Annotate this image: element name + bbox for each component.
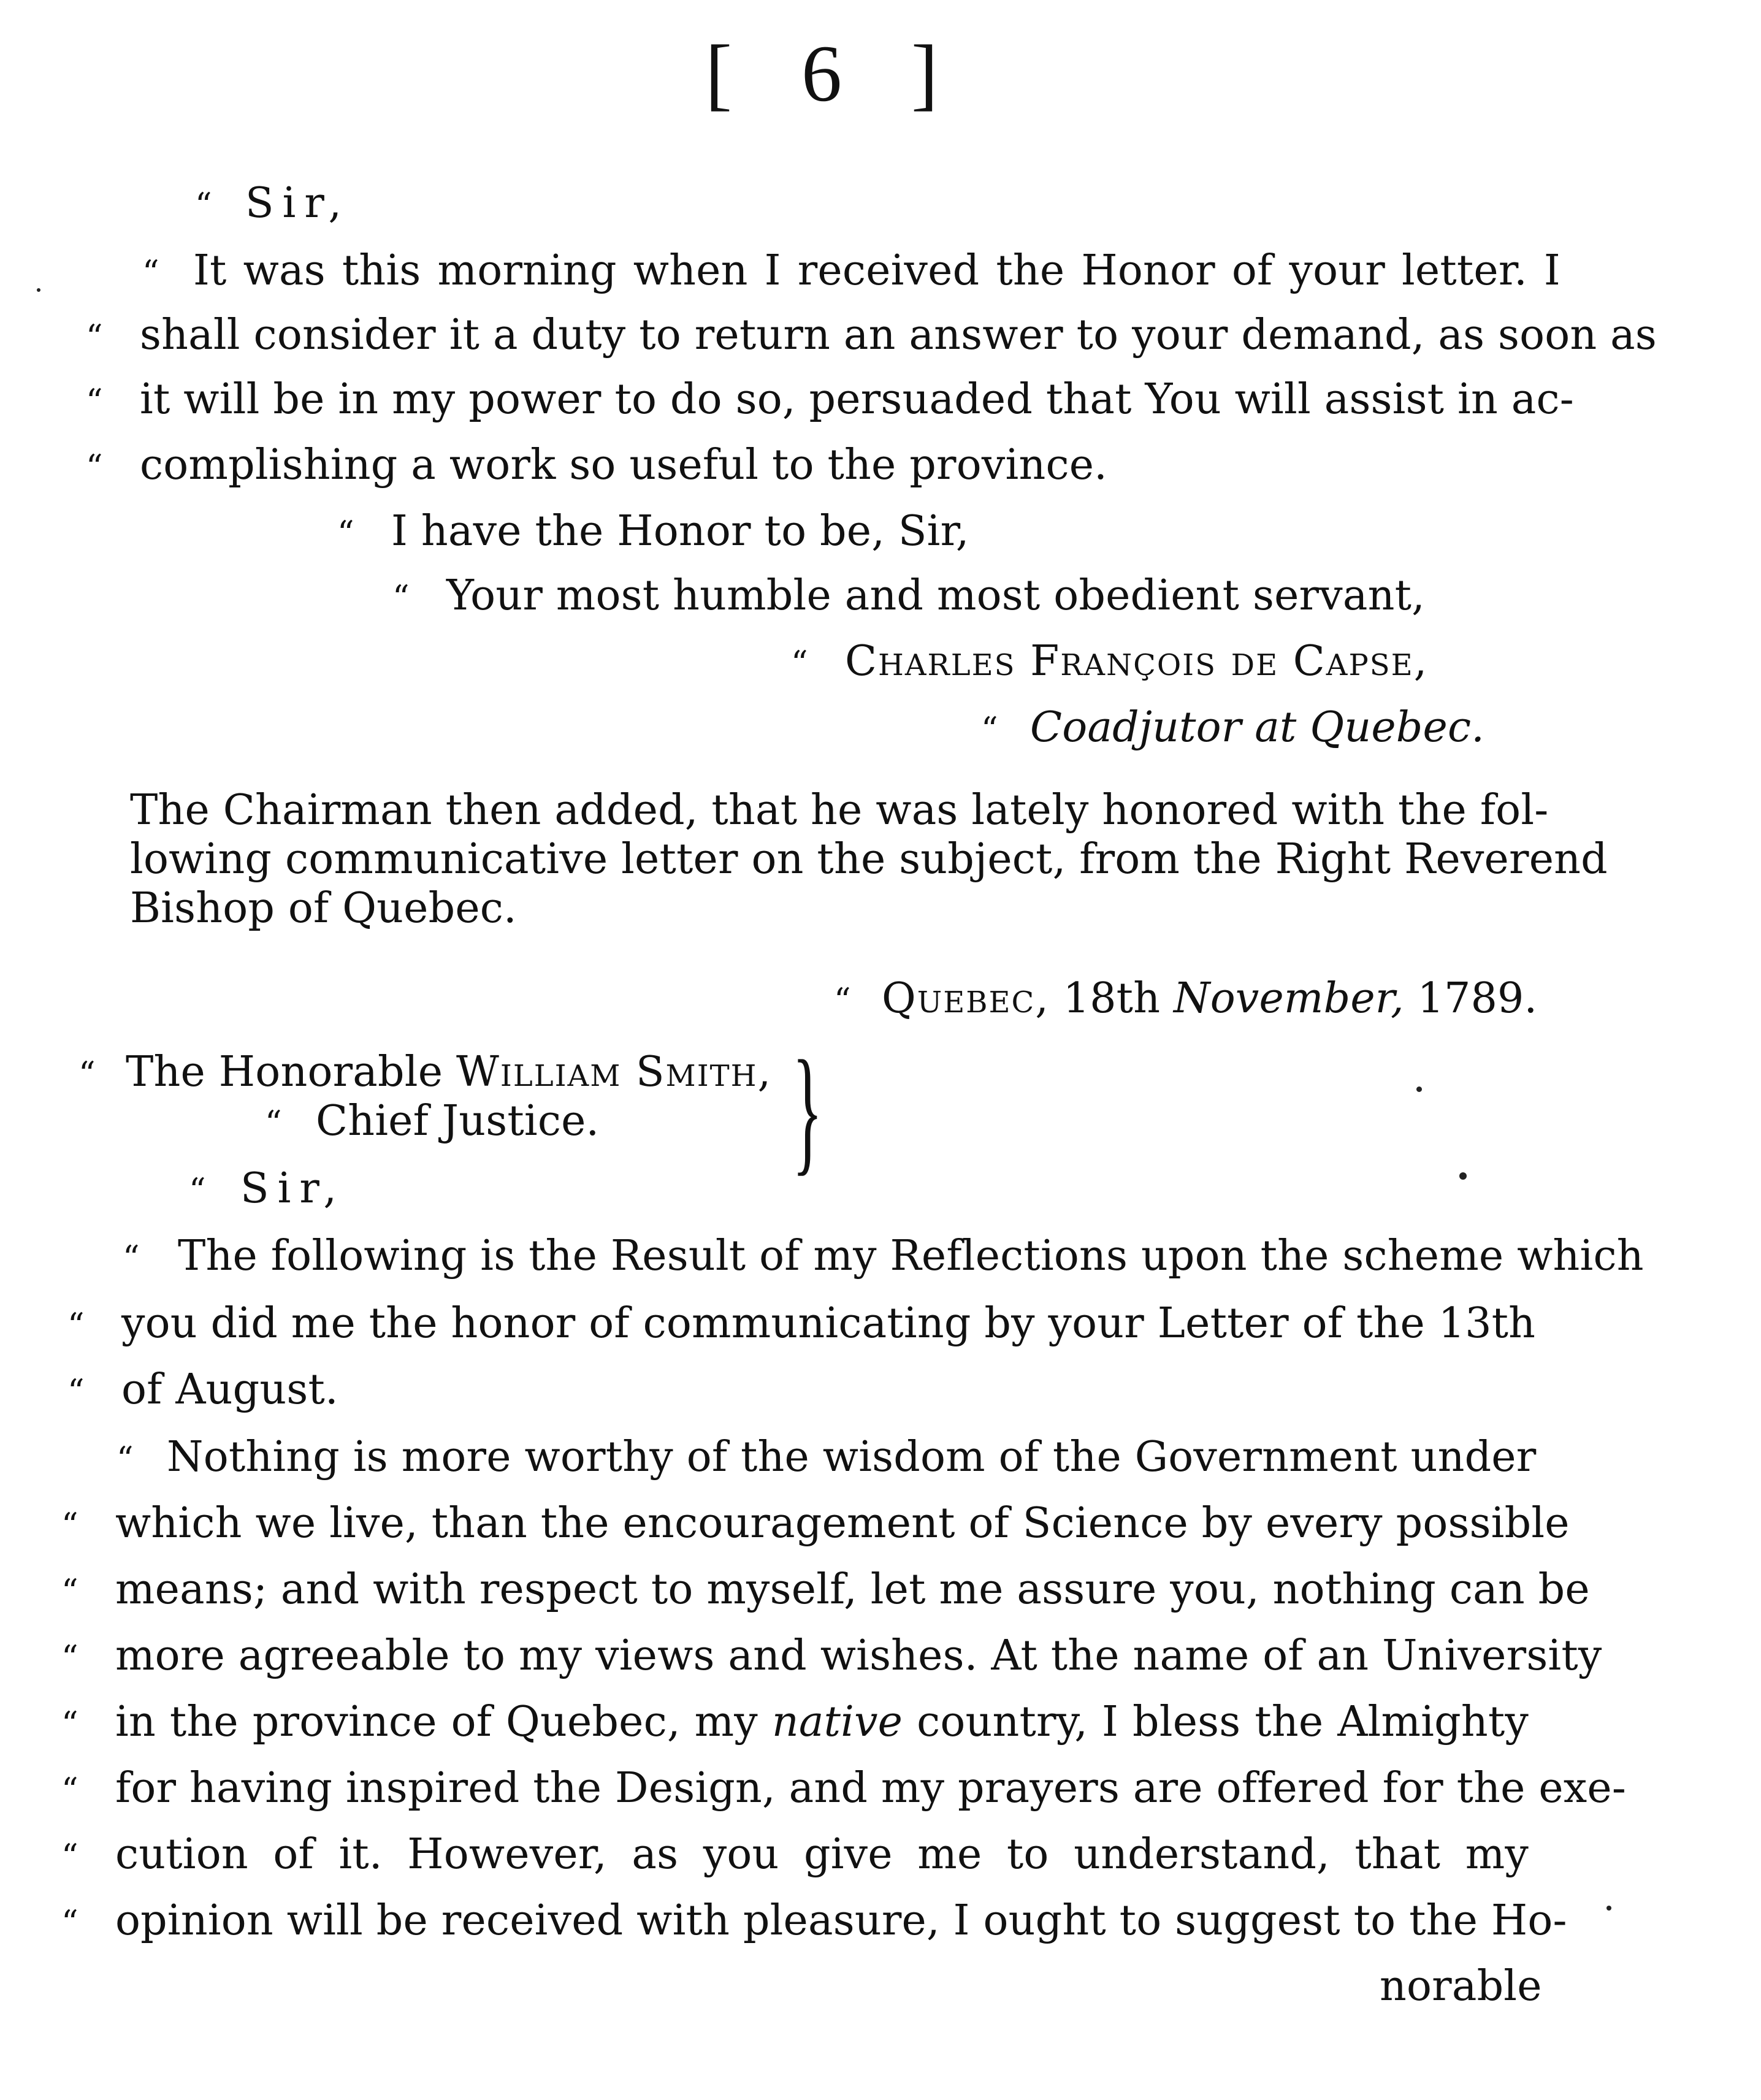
letter2-p2-line-6: for having inspired the Design, and my prayers are offered for the exe- (115, 1764, 1626, 1812)
quote-mark: “ (834, 981, 851, 1020)
letter2-p2-line-3: means; and with respect to myself, let me assure you, nothing can be (115, 1565, 1590, 1614)
catchword: norable (1380, 1962, 1542, 2010)
quote-mark: “ (337, 514, 354, 552)
quote-mark: “ (392, 578, 410, 617)
narrative-line-1: The Chairman then added, that he was lately honored with the fol- (130, 786, 1549, 834)
quote-mark: “ (142, 253, 159, 292)
dateline-day: 18th (1063, 974, 1161, 1023)
letter2-addressee-title: Chief Justice. (316, 1097, 600, 1145)
quote-mark: “ (61, 1771, 78, 1809)
quote-mark: “ (61, 1572, 78, 1611)
letter1-signature-title (1030, 703, 1484, 752)
dateline-place: Quebec, (882, 974, 1050, 1023)
letter1-line-2: shall consider it a duty to return an answer to your demand, as soon as (140, 311, 1657, 359)
narrative-line-2: lowing communicative letter on the subject, from the Right Reverend (130, 835, 1608, 884)
quote-mark: “ (61, 1903, 78, 1942)
letter2-dateline (882, 974, 1537, 1023)
letter1-line-1: It was this morning when I received the Honor of your letter. I (193, 246, 1560, 295)
letter1-closing-1: I have the Honor to be, Sir, (391, 507, 969, 556)
quote-mark: “ (78, 1055, 96, 1093)
quote-mark: “ (123, 1239, 140, 1277)
p2-line5-a: in the province of Quebec, my (115, 1698, 758, 1746)
quote-mark: “ (189, 1171, 206, 1210)
quote-mark: “ (265, 1104, 282, 1142)
letter2-p1-line-3: of August. (121, 1365, 338, 1414)
quote-mark: “ (791, 644, 808, 682)
letter2-p2-line-1: Nothing is more worthy of the wisdom of the Government under (167, 1433, 1537, 1481)
letter1-line-4: complishing a work so useful to the province. (140, 441, 1107, 489)
letter2-salutation: Sir, (240, 1164, 345, 1213)
letter1-closing-2: Your most humble and most obedient servant, (446, 571, 1425, 620)
letter2-addressee (126, 1048, 772, 1097)
scan-speck (1606, 1906, 1611, 1911)
quote-mark: “ (86, 448, 103, 486)
letter2-p2-line-5 (115, 1698, 1529, 1747)
addressee-name: William Smith, (456, 1048, 773, 1096)
quote-mark: “ (117, 1440, 134, 1478)
letter2-p2-line-4: more agreeable to my views and wishes. At the name of an University (115, 1632, 1602, 1680)
letter2-p1-line-1: The following is the Result of my Reflections upon the scheme which (178, 1232, 1644, 1280)
letter1-signature-name: Charles François de Capse, (845, 637, 1429, 685)
narrative-line-3: Bishop of Quebec. (130, 884, 517, 933)
p2-line5-native: native (771, 1698, 903, 1746)
quote-mark: “ (86, 382, 103, 421)
quote-mark: “ (86, 318, 103, 356)
curly-brace: } (792, 1031, 823, 1188)
signature-title-text: Coadjutor at Quebec. (1030, 703, 1485, 752)
quote-mark: “ (61, 1837, 78, 1876)
letter2-p2-line-2: which we live, than the encouragement of Science by every possible (115, 1499, 1570, 1548)
letter1-salutation: Sir, (245, 179, 350, 227)
page-number: [ 6 ] (705, 28, 963, 118)
quote-mark: “ (61, 1506, 78, 1544)
quote-mark: “ (195, 186, 212, 224)
quote-mark: “ (67, 1372, 85, 1411)
quote-mark: “ (61, 1705, 78, 1743)
p2-line5-b: country, I bless the Almighty (917, 1698, 1529, 1746)
quote-mark: “ (61, 1638, 78, 1677)
quote-mark: “ (981, 710, 998, 749)
scan-speck (1416, 1086, 1422, 1092)
addressee-prefix: The Honorable (126, 1048, 443, 1096)
letter2-p2-line-7: cution of it. However, as you give me to understand, that my (115, 1830, 1529, 1879)
letter1-line-3: it will be in my power to do so, persuaded that You will assist in ac- (140, 375, 1574, 424)
letter2-p2-line-8: opinion will be received with pleasure, I ought to suggest to the Ho- (115, 1896, 1567, 1945)
scan-speck (1459, 1172, 1467, 1180)
letter2-p1-line-2: you did me the honor of communicating by your Letter of the 13th (121, 1299, 1536, 1348)
scan-speck (37, 288, 40, 292)
quote-mark: “ (67, 1306, 85, 1345)
dateline-month: November, (1174, 974, 1404, 1023)
dateline-year: 1789. (1417, 974, 1538, 1023)
